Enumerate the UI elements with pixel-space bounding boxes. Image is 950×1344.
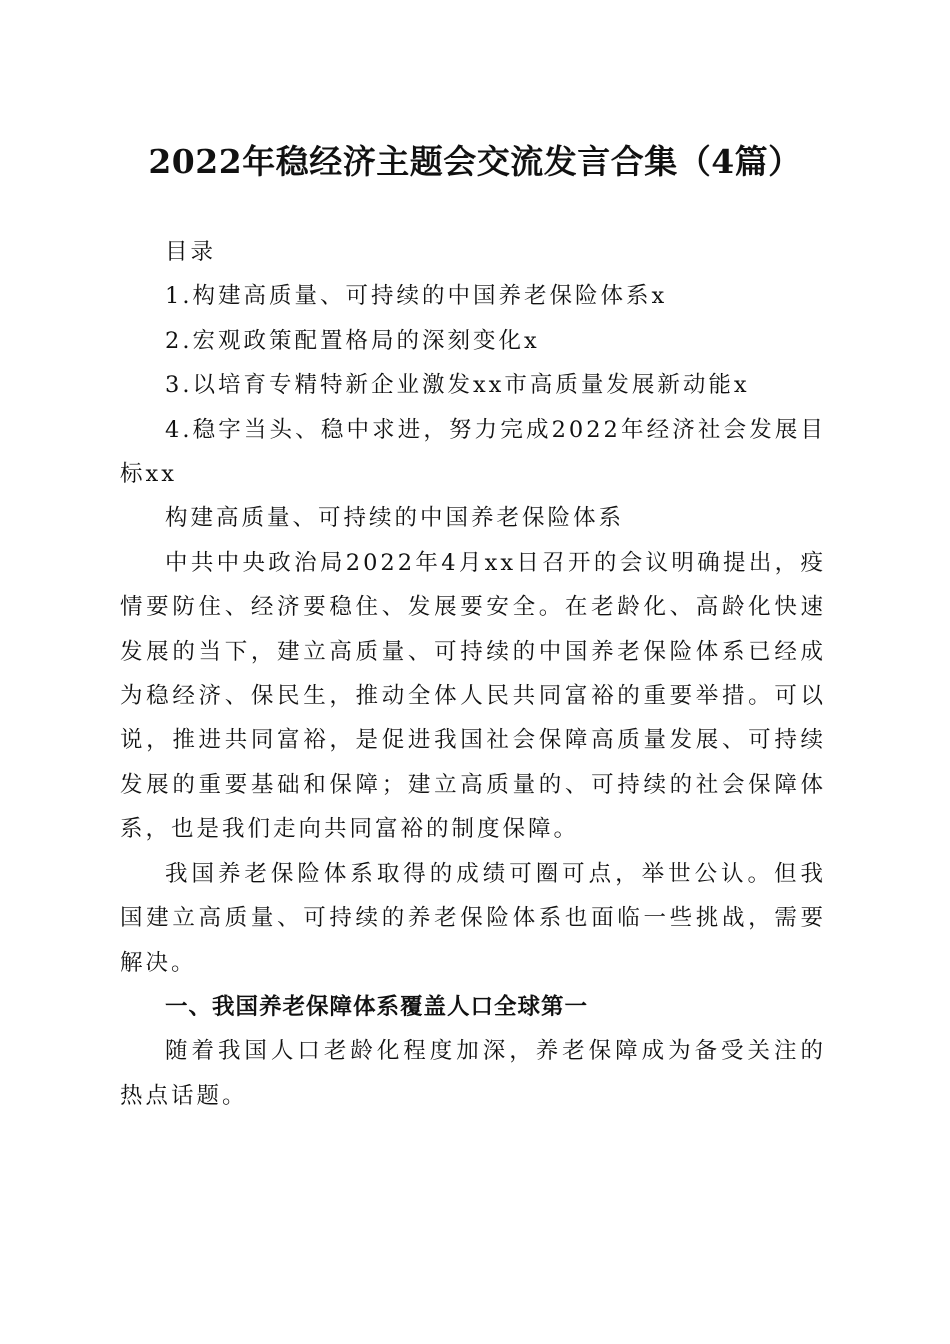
paragraph-2: 我国养老保险体系取得的成绩可圈可点，举世公认。但我国建立高质量、可持续的养老保险体系也面临一些挑战，需要解决。	[120, 860, 826, 976]
paragraph-1: 中共中央政治局2022年4月xx日召开的会议明确提出，疫情要防住、经济要稳住、发展要安全。在老龄化、高龄化快速发展的当下，建立高质量、可持续的中国养老保险体系已经成为稳经济、保民生，推动全体人民共同富裕的重要举措。可以说，推进共同富裕，是促进我国社会保障高质量发展、可持续发展的重要基础和保障；建立高质量的、可持续的社会保障体系，也是我们走向共同富裕的制度保障。	[120, 549, 826, 843]
subheading-1: 一、我国养老保障体系覆盖人口全球第一	[165, 993, 589, 1020]
section-title: 构建高质量、可持续的中国养老保险体系	[165, 505, 625, 532]
document-body	[120, 230, 826, 1118]
toc-heading: 目录	[165, 239, 217, 265]
toc-item-2: 2.宏观政策配置格局的深刻变化x	[165, 327, 540, 354]
document-title: 2022年稳经济主题会交流发言合集（4篇）	[148, 142, 802, 181]
toc-item-3: 3.以培育专精特新企业激发xx市高质量发展新动能x	[165, 372, 750, 399]
toc-item-1: 1.构建高质量、可持续的中国养老保险体系x	[165, 283, 668, 310]
paragraph-3: 随着我国人口老龄化程度加深，养老保障成为备受关注的热点话题。	[120, 1038, 826, 1109]
toc-item-4: 4.稳字当头、稳中求进，努力完成2022年经济社会发展目标xx	[120, 416, 826, 488]
